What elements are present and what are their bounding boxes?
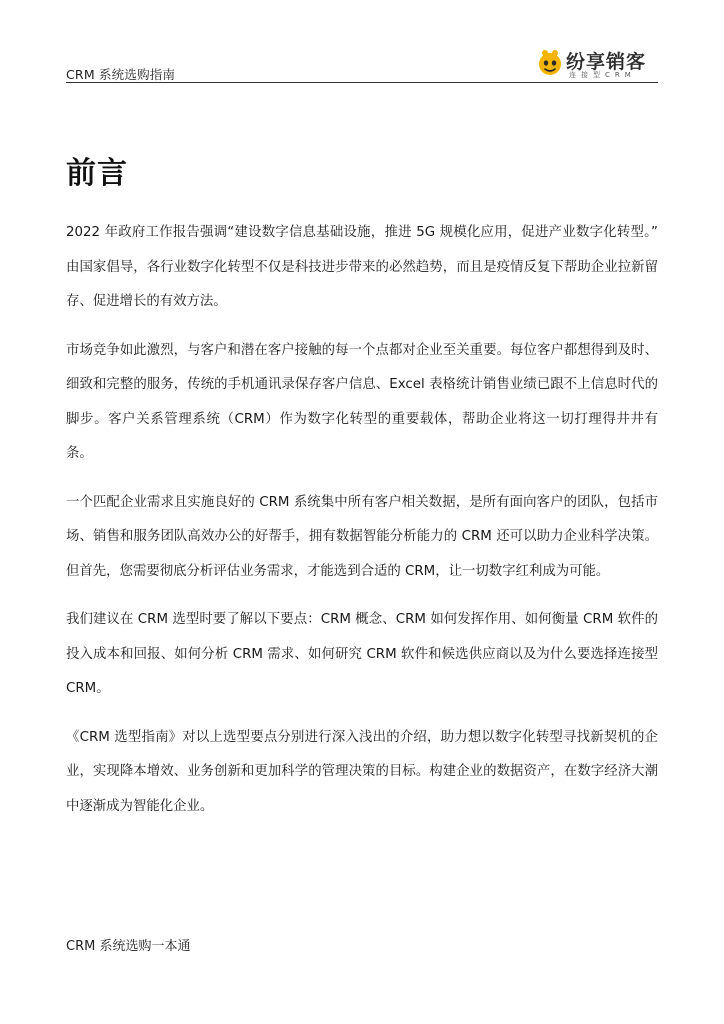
page-footer: CRM 系统选购一本通 [66,939,191,954]
logo-name: 纷享销客 [566,51,647,73]
header-divider [66,82,658,83]
paragraph-4: 我们建议在 CRM 选型时要了解以下要点：CRM 概念、CRM 如何发挥作用、如何衡量 CRM 软件的投入成本和回报、如何分析 CRM 需求、如何研究 CRM 软件和候选供应商以及为什么要选择连接型 CRM。 [66,612,658,696]
paragraph-2: 市场竞争如此激烈，与客户和潜在客户接触的每一个点都对企业至关重要。每位客户都想得到及时、细致和完整的服务，传统的手机通讯录保存客户信息、Excel 表格统计销售业绩已跟不上信息时代的脚步。客户关系管理系统（CRM）作为数字化转型的重要载体，帮助企业将这一切打理得井井有条。 [66,342,658,461]
logo-subtitle: 连接型CRM [569,71,636,79]
paragraph-1: 2022 年政府工作报告强调“建设数字信息基础设施，推进 5G 规模化应用，促进产业数字化转型。” 由国家倡导，各行业数字化转型不仅是科技进步带来的必然趋势，而且是疫情反复下帮助企业拉新留存、促进增长的有效方法。 [66,225,658,309]
logo-mark-icon [536,48,564,78]
paragraph-3: 一个匹配企业需求且实施良好的 CRM 系统集中所有客户相关数据，是所有面向客户的团队，包括市场、销售和服务团队高效办公的好帮手，拥有数据智能分析能力的 CRM 还可以助力企业科学决策。但首先，您需要彻底分析评估业务需求，才能选到合适的 CRM，让一切数字红利成为可能。 [66,494,658,579]
page-title: 前言 [66,156,128,191]
body-content [66,216,658,838]
header-title: CRM 系统选购指南 [66,67,176,82]
paragraph-5: 《CRM 选型指南》对以上选型要点分别进行深入浅出的介绍，助力想以数字化转型寻找新契机的企业，实现降本增效、业务创新和更加科学的管理决策的目标。构建企业的数据资产，在数字经济大潮中逐渐成为智能化企业。 [66,729,658,814]
page-header [66,44,658,84]
brand-logo [536,44,656,80]
